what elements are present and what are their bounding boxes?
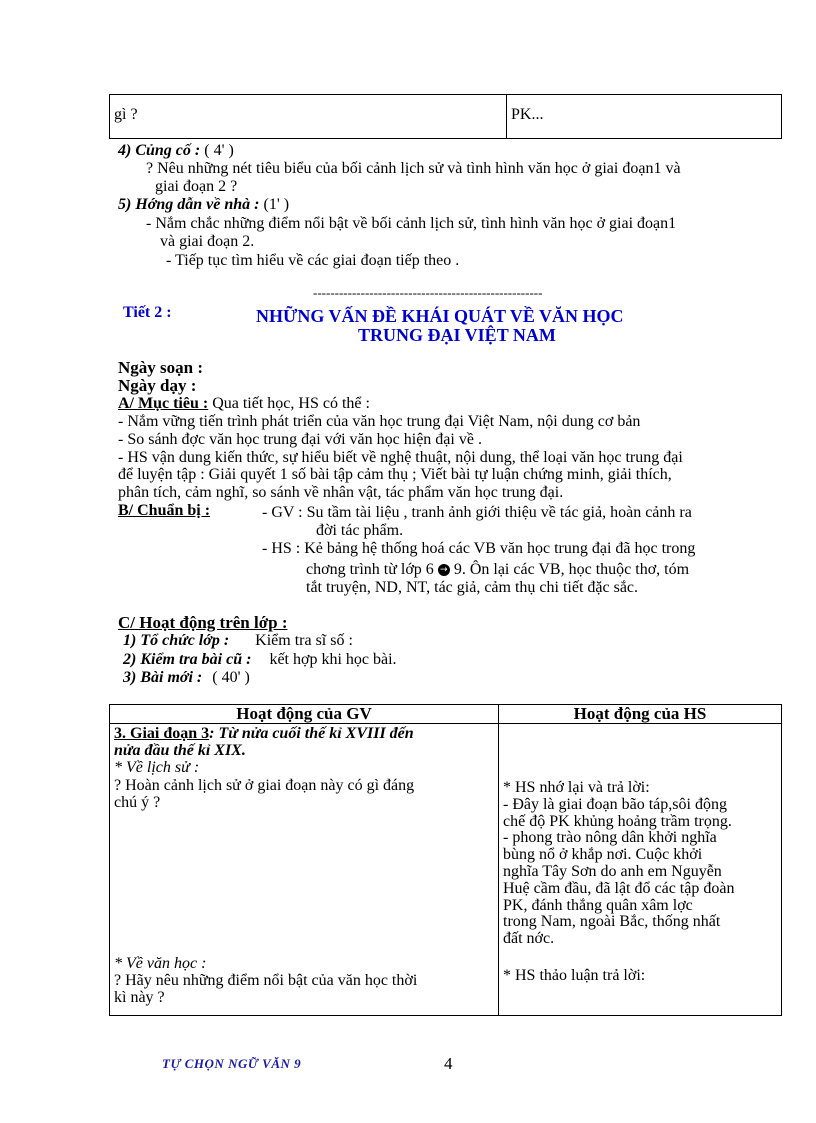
page-number: 4 — [444, 1054, 453, 1073]
section-4-line1: ? Nêu những nét tiêu biểu của bối cảnh lịch sử và tình hình văn học ở giai đoạn1 và — [146, 160, 681, 177]
section-b-hs1: - HS : Kẻ bảng hệ thống hoá các VB văn học trung đại đã học trong — [262, 540, 696, 557]
hs-b1: * HS thảo luận trả lời: — [503, 966, 646, 984]
section-a-item2: - So sánh đợc văn học trung đại với văn học hiện đại về . — [118, 431, 482, 448]
section-c-s2-text: kết hợp khi học bài. — [269, 651, 397, 668]
hs-a7: Huệ cầm đầu, đã lật đổ các tập đoàn — [503, 879, 735, 897]
top-table-right-cell — [507, 95, 782, 139]
section-b-gv2: đời tác phẩm. — [316, 522, 404, 539]
section-b-gv1: - GV : Su tầm tài liệu , tranh ảnh giới thiệu về tác giả, hoàn cảnh ra — [262, 504, 692, 521]
gv-stage — [114, 726, 494, 743]
section-4 — [118, 143, 234, 160]
section-c-s2 — [123, 652, 397, 669]
section-5-line2: và giai đoạn 2. — [160, 233, 255, 250]
lesson-title-line2: TRUNG ĐẠI VIỆT NAM — [358, 325, 556, 345]
top-table-left-cell — [110, 95, 507, 139]
gv-q1a: ? Hoàn cảnh lịch sử ở giai đoạn này có gì đáng — [114, 777, 415, 795]
hs-a10: đất nớc. — [503, 930, 555, 948]
gv-history: * Về lịch sử : — [114, 758, 200, 776]
hs-a8: PK, đánh thắng quân xâm lợc — [503, 896, 693, 914]
gv-cell — [110, 724, 499, 1016]
header-hs: Hoạt động của HS — [499, 705, 782, 724]
section-5 — [118, 197, 289, 214]
hs-a1: * HS nhớ lại và trả lời: — [503, 779, 650, 796]
activity-table — [109, 704, 782, 1016]
gv-q2b: kì này ? — [114, 988, 165, 1006]
section-a-item3c: phân tích, cảm nghĩ, so sánh về nhân vật, tác phẩm văn học trung đại. — [118, 484, 564, 501]
section-b-hs2b: 9. Ôn lại các VB, học thuộc thơ, tóm — [449, 561, 690, 578]
gv-stage-title1: : Từ nửa cuối thế kỉ XVIII đến — [209, 725, 414, 742]
section-a-item3a: - HS vận dung kiến thức, sự hiểu biết về nghệ thuật, nội dung, thể loại văn học trung đại — [118, 449, 683, 466]
section-a — [118, 396, 370, 413]
hs-a2: - Đây là giai đoạn bão táp,sôi động — [503, 795, 727, 813]
section-4-heading: 4) Củng cố : — [118, 142, 201, 159]
gv-stage-title2: nửa đầu thế kỉ XIX. — [114, 741, 246, 759]
hs-a5: bùng nổ ở khắp nơi. Cuộc khởi — [503, 846, 703, 864]
section-a-item3b: để luyện tập : Giải quyết 1 số bài tập cảm thụ ; Viết bài tự luận chứng minh, giải thích, — [118, 466, 672, 483]
section-4-line2: giai đoạn 2 ? — [155, 178, 238, 195]
section-c-s1 — [123, 633, 353, 650]
section-c-s1-text: Kiểm tra sĩ số : — [255, 632, 353, 649]
date-soan: Ngày soạn : — [118, 358, 204, 377]
arrow-circle-icon: → — [438, 564, 450, 576]
hs-a9: trong Nam, ngoài Bắc, thống nhất — [503, 913, 721, 931]
header-gv: Hoạt động của GV — [110, 705, 499, 724]
section-b-label: B/ Chuẩn bị : — [118, 502, 211, 519]
lesson-label: Tiết 2 : — [123, 304, 172, 321]
top-right-text: PK... — [511, 106, 544, 123]
section-b-hs3: tắt truyện, ND, NT, tác giả, cảm thụ chi tiết đặc sắc. — [306, 579, 639, 596]
hs-a6: nghĩa Tây Sơn do anh em Nguyễn — [503, 862, 722, 880]
section-b-hs2a: chơng trình từ lớp 6 — [306, 561, 438, 578]
hs-a3: chế độ PK khủng hoảng trầm trọng. — [503, 812, 732, 830]
section-c-s2-label: 2) Kiểm tra bài cũ : — [123, 651, 252, 668]
section-b-hs2 — [306, 562, 689, 579]
lesson-title-line1: NHỮNG VẤN ĐỀ KHÁI QUÁT VỀ VĂN HỌC — [256, 306, 624, 326]
section-c-s1-label: 1) Tổ chức lớp : — [123, 632, 230, 649]
section-5-time: (1' ) — [263, 196, 290, 213]
gv-q1b: chú ý ? — [114, 794, 161, 812]
date-day: Ngày dạy : — [118, 376, 197, 395]
section-c-s3-label: 3) Bài mới : — [123, 669, 203, 686]
section-c-s3 — [123, 670, 250, 687]
separator: ----------------------------------------------------- — [313, 285, 543, 300]
top-table — [109, 94, 782, 139]
section-5-heading: 5) Hớng dẫn về nhà : — [118, 196, 260, 213]
section-5-line3: - Tiếp tục tìm hiểu về các giai đoạn tiếp theo . — [166, 252, 460, 269]
section-5-line1: - Nắm chắc những điểm nổi bật về bối cảnh lịch sử, tình hình văn học ở giai đoạn1 — [146, 215, 677, 232]
gv-stage-label: 3. Giai đoạn 3 — [114, 725, 210, 742]
section-4-time: ( 4' ) — [204, 142, 234, 159]
gv-q2a: ? Hãy nêu những điểm nổi bật của văn học thời — [114, 971, 418, 989]
section-a-intro: Qua tiết học, HS có thể : — [212, 395, 370, 412]
gv-literature: * Về văn học : — [114, 954, 207, 972]
section-c-s3-text: ( 40' ) — [212, 669, 250, 686]
hs-a4: - phong trào nông dân khởi nghĩa — [503, 829, 717, 847]
section-c-label: C/ Hoạt động trên lớp : — [118, 613, 288, 632]
top-left-text: gì ? — [114, 106, 138, 123]
section-a-item1: - Nắm vững tiến trình phát triển của văn học trung đại Việt Nam, nội dung cơ bản — [118, 413, 641, 430]
section-a-label: A/ Mục tiêu : — [118, 395, 209, 412]
footer-label: TỰ CHỌN NGỮ VĂN 9 — [162, 1056, 302, 1071]
hs-cell — [499, 724, 782, 1016]
